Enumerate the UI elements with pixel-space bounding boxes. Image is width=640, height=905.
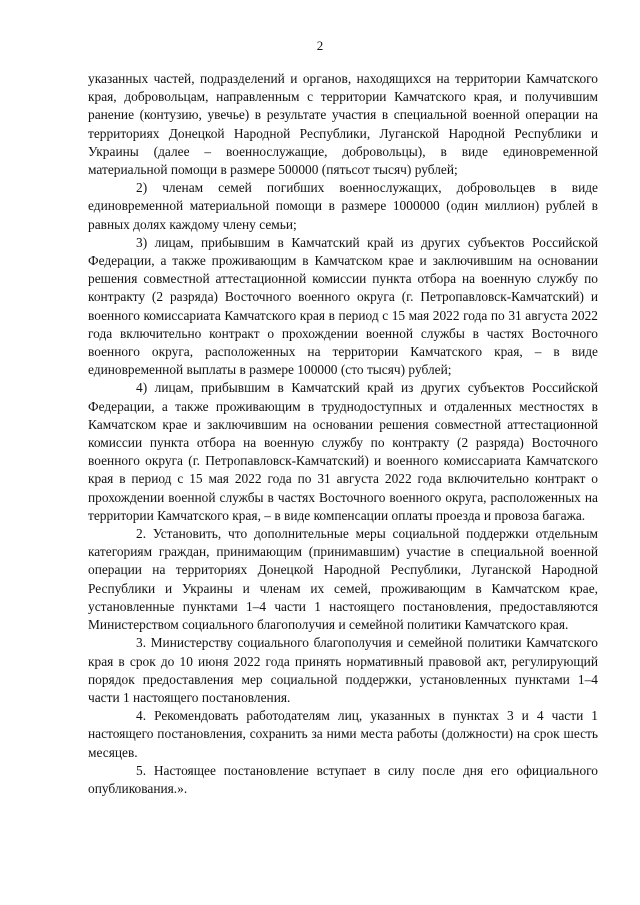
paragraph-item-4: 4) лицам, прибывшим в Камчатский край из других субъектов Российской Федерации, а также проживающим в труднодоступных и отдаленных местностях в Камчатском крае и заключившим на основании решения совместной аттестационной комиссии пункта отбора на военную службу по контракту (2 разряда) Восточного военного округа (г. Петропавловск-Камчатский) и военного комиссариата Камчатского края в период с 15 мая 2022 года по 31 августа 2022 года включительно контракт о прохождении военной службы в частях Восточного военного округа, расположенных на территории Камчатского края, – в виде компенсации оплаты проезда и провоза багажа. [88,380,598,523]
page-number: 2 [316,38,324,53]
paragraph-continued: указанных частей, подразделений и органов, находящихся на территории Камчатского края, добровольцам, направленным с территории Камчатского края, и получившим ранение (контузию, увечье) в результате участия в специальной военной операции на территориях Донецкой Народной Республики, Луганской Народной Республики и Украины (далее – военнослужащие, добровольцы), в виде единовременной материальной помощи в размере 500000 (пятьсот тысяч) рублей; [88,71,598,178]
paragraph-section-4: 4. Рекомендовать работодателям лиц, указанных в пунктах 3 и 4 части 1 настоящего постановления, сохранить за ними места работы (должности) на срок шесть месяцев. [88,708,598,760]
document-body [88,70,598,798]
paragraph-section-2: 2. Установить, что дополнительные меры социальной поддержки отдельным категориям граждан, принимающим (принимавшим) участие в специальной военной операции на территориях Донецкой Народной Республики, Луганской Народной Республики и Украины и членам их семей, проживающим в Камчатском крае, установленные пунктами 1–4 части 1 настоящего постановления, предоставляются Министерством социального благополучия и семейной политики Камчатского края. [88,526,598,633]
paragraph-item-2: 2) членам семей погибших военнослужащих, добровольцев в виде единовременной материальной помощи в размере 1000000 (один миллион) рублей в равных долях каждому члену семьи; [88,180,598,232]
paragraph-section-5: 5. Настоящее постановление вступает в силу после дня его официального опубликования.». [88,762,598,796]
paragraph-section-3: 3. Министерству социального благополучия и семейной политики Камчатского края в срок до 10 июня 2022 года принять нормативный правовой акт, регулирующий порядок предоставления мер социальной поддержки, установленных пунктами 1–4 части 1 настоящего постановления. [88,635,598,705]
paragraph-item-3: 3) лицам, прибывшим в Камчатский край из других субъектов Российской Федерации, а также проживающим в Камчатском крае и заключившим на основании решения совместной аттестационной комиссии пункта отбора на военную службу по контракту (2 разряда) Восточного военного округа (г. Петропавловск-Камчатский) и военного комиссариата Камчатского края в период с 15 мая 2022 года по 31 августа 2022 года включительно контракт о прохождении военной службы в частях Восточного военного округа, расположенных на территории Камчатского края, – в виде единовременной выплаты в размере 100000 (сто тысяч) рублей; [88,234,598,378]
